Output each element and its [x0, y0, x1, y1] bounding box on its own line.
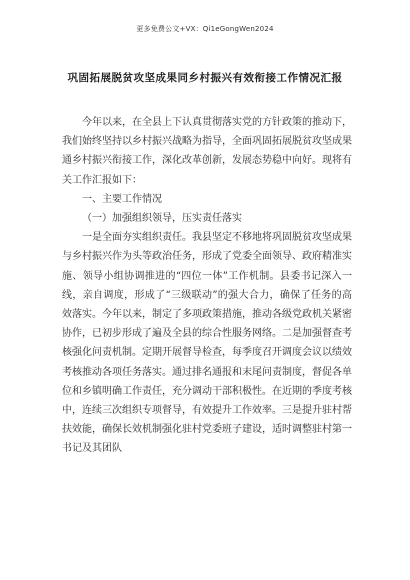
document-title: 巩固拓展脱贫攻坚成果同乡村振兴有效衔接工作情况汇报	[67, 72, 343, 84]
body-paragraph: 一是全面夯实组织责任。我县坚定不移地将巩固脱贫攻坚成果与乡村振兴作为头等政治任务，形成了党委全面领导、政府精准实施、领导小组协调推进的“四位一体”工作机制。县委书记深入一线，亲自调度，形成了“三级联动”的强大合力，确保了任务的高效落实。今年以来，制定了多项政策措施，推动各级党政机关紧密协作，已初步形成了遍及全县的综合性服务网络。二是加强督查考核强化问责机制。定期开展督导检查，每季度召开调度会议以绩效考核推动各项任务落实。通过排名通报和末尾问责制度，督促各单位和乡镇明确工作责任，充分调动干部积极性。在近期的季度考核中，连续三次组织专项督导，有效提升工作效率。三是提升驻村帮扶效能，确保长效机制强化驻村党委班子建设，适时调整驻村第一书记及其团队	[62, 232, 352, 455]
subsection-heading: （一）加强组织领导，压实责任落实	[82, 213, 242, 225]
intro-paragraph: 今年以来，在全县上下认真贯彻落实党的方针政策的推动下，我们始终坚持以乡村振兴战略为指导，全面巩固拓展脱贫攻坚成果通乡村振兴衔接工作，深化改革创新，发展态势稳中向好。现将有关工作汇报如下：	[62, 117, 352, 186]
section-heading: 一、主要工作情况	[82, 193, 162, 205]
header-note: 更多免费公文+VX：Qi1eGongWen2024	[136, 25, 274, 33]
document-body	[62, 113, 352, 459]
